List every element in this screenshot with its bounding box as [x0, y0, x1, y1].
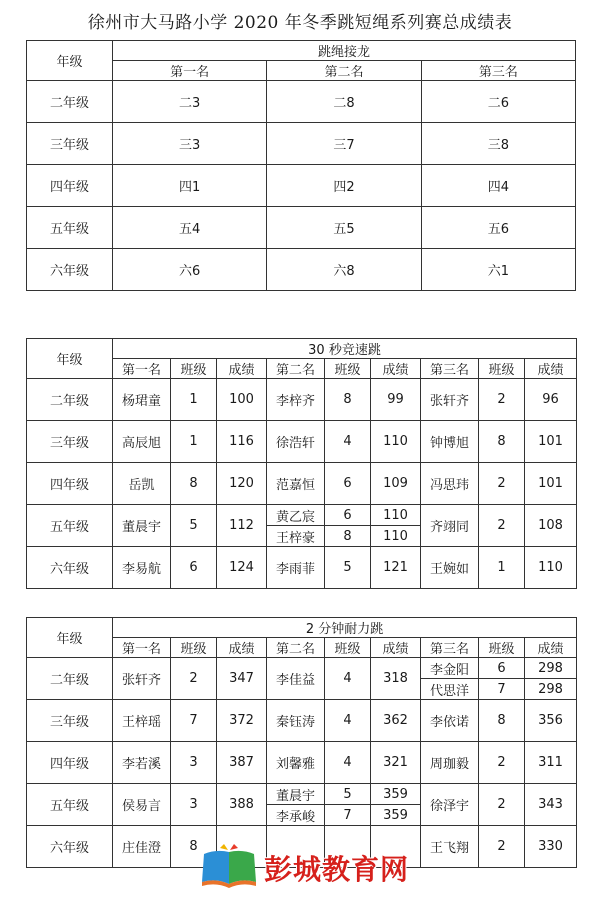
class-cell: 8: [171, 463, 217, 505]
class-cell: 三8: [421, 123, 575, 165]
grade-cell: 六年级: [27, 249, 113, 291]
score-cell: 101: [525, 463, 577, 505]
col-header: 第二名: [267, 359, 325, 379]
score-cell: 330: [525, 826, 577, 868]
class-cell: 6: [171, 547, 217, 589]
class-cell: 4: [325, 658, 371, 700]
name-cell: 董晨宇: [267, 784, 325, 805]
name-cell: 侯易言: [113, 784, 171, 826]
name-cell: 王飞翔: [421, 826, 479, 868]
name-cell: 李金阳: [421, 658, 479, 679]
name-cell: 王梓豪: [267, 526, 325, 547]
table-row: [27, 123, 576, 165]
table-row: [27, 81, 576, 123]
class-cell: 8: [325, 379, 371, 421]
table-row: [27, 700, 577, 742]
grade-header: 年级: [27, 618, 113, 658]
class-cell: 五6: [421, 207, 575, 249]
class-cell: 8: [479, 421, 525, 463]
score-cell: 110: [371, 421, 421, 463]
class-cell: 2: [479, 742, 525, 784]
class-cell: 六1: [421, 249, 575, 291]
name-cell: 冯思玮: [421, 463, 479, 505]
table-row: [27, 658, 577, 679]
score-cell: 321: [371, 742, 421, 784]
class-cell: 2: [479, 505, 525, 547]
col-header: 班级: [325, 638, 371, 658]
name-cell: 李佳益: [267, 658, 325, 700]
watermark-logo: [200, 842, 440, 892]
rank-header: 第三名: [421, 61, 575, 81]
name-cell: 徐浩轩: [267, 421, 325, 463]
class-cell: 8: [325, 526, 371, 547]
name-cell: 徐泽宇: [421, 784, 479, 826]
class-cell: 4: [325, 700, 371, 742]
table-row: [27, 505, 577, 526]
grade-cell: 四年级: [27, 742, 113, 784]
score-cell: 99: [371, 379, 421, 421]
class-cell: 四1: [113, 165, 267, 207]
score-cell: 116: [217, 421, 267, 463]
name-cell: 李依诺: [421, 700, 479, 742]
class-cell: 四4: [421, 165, 575, 207]
score-cell: 110: [371, 505, 421, 526]
score-cell: 298: [525, 658, 577, 679]
class-cell: 五4: [113, 207, 267, 249]
class-cell: 7: [325, 805, 371, 826]
col-header: 成绩: [525, 638, 577, 658]
score-cell: 112: [217, 505, 267, 547]
class-cell: 6: [479, 658, 525, 679]
name-cell: 李梓齐: [267, 379, 325, 421]
score-cell: 124: [217, 547, 267, 589]
name-cell: 李若溪: [113, 742, 171, 784]
score-cell: 388: [217, 784, 267, 826]
col-header: 第一名: [113, 359, 171, 379]
class-cell: 4: [325, 742, 371, 784]
score-cell: 100: [217, 379, 267, 421]
score-cell: 372: [217, 700, 267, 742]
class-cell: 8: [171, 826, 217, 868]
name-cell: 钟博旭: [421, 421, 479, 463]
score-cell: 108: [525, 505, 577, 547]
page-title: 徐州市大马路小学 2020 年冬季跳短绳系列赛总成绩表: [87, 13, 513, 33]
name-cell: 秦钰涛: [267, 700, 325, 742]
class-cell: 三3: [113, 123, 267, 165]
table-row: [27, 207, 576, 249]
grade-cell: 四年级: [27, 463, 113, 505]
class-cell: 六8: [267, 249, 421, 291]
col-header: 班级: [479, 359, 525, 379]
name-cell: 代思洋: [421, 679, 479, 700]
name-cell: 张轩齐: [421, 379, 479, 421]
class-cell: 2: [479, 784, 525, 826]
grade-header: 年级: [27, 41, 113, 81]
grade-cell: 五年级: [27, 784, 113, 826]
grade-cell: 六年级: [27, 826, 113, 868]
col-header: 成绩: [371, 359, 421, 379]
event-title: 30 秒竞速跳: [113, 339, 577, 359]
class-cell: 5: [325, 547, 371, 589]
name-cell: 黄乙宸: [267, 505, 325, 526]
table-row: [27, 379, 577, 421]
class-cell: 四2: [267, 165, 421, 207]
score-cell: 96: [525, 379, 577, 421]
class-cell: 4: [325, 421, 371, 463]
name-cell: 齐翊同: [421, 505, 479, 547]
grade-cell: 四年级: [27, 165, 113, 207]
table-row: [27, 463, 577, 505]
grade-cell: 二年级: [27, 81, 113, 123]
class-cell: 7: [171, 700, 217, 742]
score-cell: 121: [371, 547, 421, 589]
table-row: [27, 742, 577, 784]
book-logo-icon: [200, 844, 258, 890]
col-header: 第三名: [421, 638, 479, 658]
event-title: 2 分钟耐力跳: [113, 618, 577, 638]
score-cell: 359: [371, 805, 421, 826]
name-cell: 岳凯: [113, 463, 171, 505]
table-row: [27, 165, 576, 207]
grade-cell: 三年级: [27, 421, 113, 463]
score-cell: 120: [217, 463, 267, 505]
table-row: [27, 784, 577, 805]
name-cell: 李承峻: [267, 805, 325, 826]
grade-cell: 二年级: [27, 658, 113, 700]
score-cell: 101: [525, 421, 577, 463]
col-header: 第三名: [421, 359, 479, 379]
score-cell: 343: [525, 784, 577, 826]
class-cell: 5: [171, 505, 217, 547]
table-row: [27, 421, 577, 463]
name-cell: 高辰旭: [113, 421, 171, 463]
speed-table: [26, 338, 577, 589]
class-cell: 2: [479, 826, 525, 868]
class-cell: 1: [171, 421, 217, 463]
rank-header: 第一名: [113, 61, 267, 81]
grade-cell: 六年级: [27, 547, 113, 589]
class-cell: 5: [325, 784, 371, 805]
grade-cell: 五年级: [27, 207, 113, 249]
name-cell: 李易航: [113, 547, 171, 589]
score-cell: 110: [371, 526, 421, 547]
name-cell: 王梓瑶: [113, 700, 171, 742]
col-header: 第一名: [113, 638, 171, 658]
name-cell: 董晨宇: [113, 505, 171, 547]
table-row: [27, 249, 576, 291]
grade-cell: 五年级: [27, 505, 113, 547]
col-header: 成绩: [217, 638, 267, 658]
score-cell: 387: [217, 742, 267, 784]
class-cell: 六6: [113, 249, 267, 291]
score-cell: 298: [525, 679, 577, 700]
table-row: [27, 547, 577, 589]
col-header: 成绩: [217, 359, 267, 379]
grade-cell: 三年级: [27, 700, 113, 742]
class-cell: 7: [479, 679, 525, 700]
class-cell: 2: [479, 463, 525, 505]
class-cell: 6: [325, 463, 371, 505]
score-cell: 311: [525, 742, 577, 784]
name-cell: 刘馨雅: [267, 742, 325, 784]
col-header: 班级: [479, 638, 525, 658]
class-cell: 6: [325, 505, 371, 526]
class-cell: 8: [479, 700, 525, 742]
class-cell: 3: [171, 742, 217, 784]
name-cell: 周珈毅: [421, 742, 479, 784]
name-cell: 李雨菲: [267, 547, 325, 589]
score-cell: 347: [217, 658, 267, 700]
col-header: 班级: [171, 638, 217, 658]
grade-header: 年级: [27, 339, 113, 379]
endurance-table: [26, 617, 577, 868]
class-cell: 1: [171, 379, 217, 421]
name-cell: 王婉如: [421, 547, 479, 589]
class-cell: 2: [171, 658, 217, 700]
rank-header: 第二名: [267, 61, 421, 81]
name-cell: 杨珺童: [113, 379, 171, 421]
score-cell: 318: [371, 658, 421, 700]
col-header: 第二名: [267, 638, 325, 658]
name-cell: 范嘉恒: [267, 463, 325, 505]
grade-cell: 三年级: [27, 123, 113, 165]
class-cell: 三7: [267, 123, 421, 165]
class-cell: 二3: [113, 81, 267, 123]
class-cell: 2: [479, 379, 525, 421]
name-cell: 张轩齐: [113, 658, 171, 700]
col-header: 成绩: [525, 359, 577, 379]
grade-cell: 二年级: [27, 379, 113, 421]
class-cell: 二8: [267, 81, 421, 123]
score-cell: 110: [525, 547, 577, 589]
class-cell: 3: [171, 784, 217, 826]
score-cell: 362: [371, 700, 421, 742]
col-header: 成绩: [371, 638, 421, 658]
score-cell: 356: [525, 700, 577, 742]
col-header: 班级: [325, 359, 371, 379]
name-cell: 庄佳澄: [113, 826, 171, 868]
relay-table: [26, 40, 576, 291]
score-cell: 109: [371, 463, 421, 505]
score-cell: 359: [371, 784, 421, 805]
class-cell: 二6: [421, 81, 575, 123]
col-header: 班级: [171, 359, 217, 379]
event-title: 跳绳接龙: [113, 41, 576, 61]
watermark-brand: 彭城教育网: [264, 853, 410, 886]
class-cell: 1: [479, 547, 525, 589]
class-cell: 五5: [267, 207, 421, 249]
